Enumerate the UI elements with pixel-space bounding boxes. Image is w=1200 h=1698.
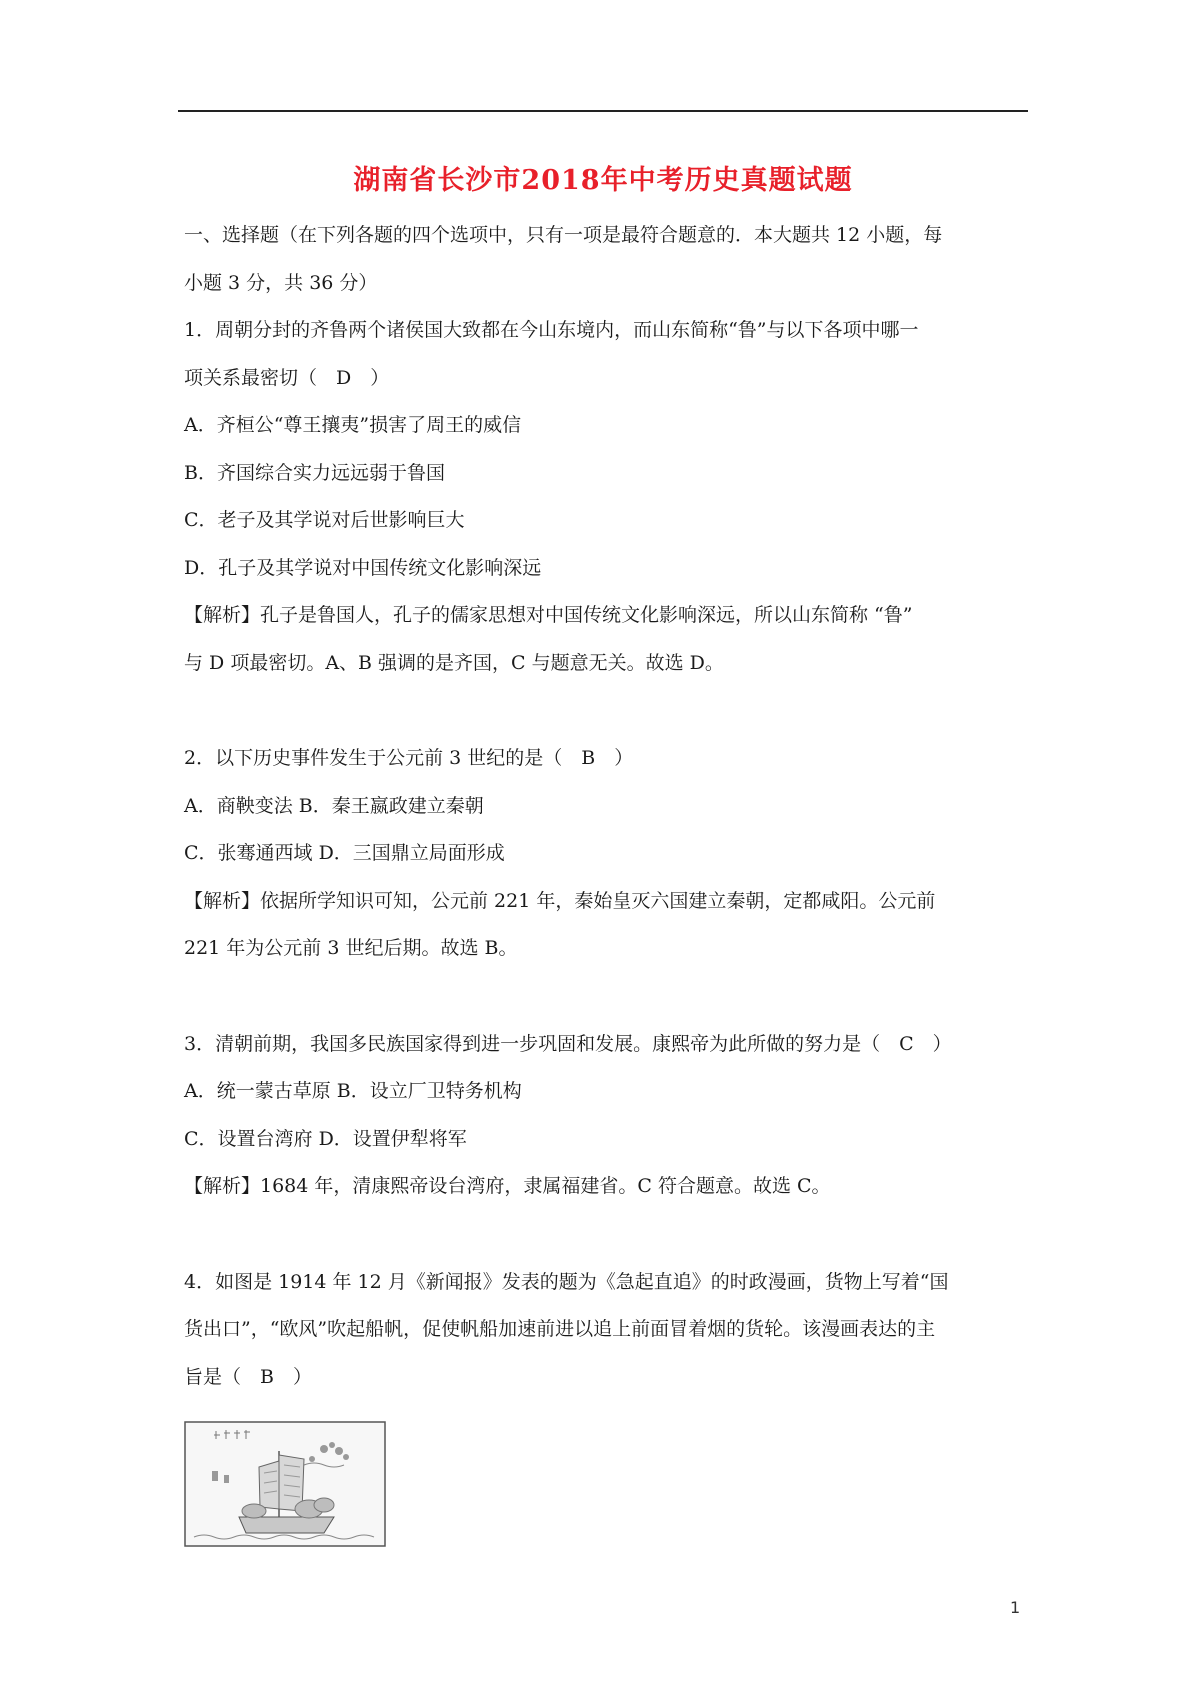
analysis: 【解析】1684 年，清康熙帝设台湾府，隶属福建省。C 符合题意。故选 C。: [184, 1175, 831, 1197]
option-b: B．齐国综合实力远远弱于鲁国: [184, 461, 445, 484]
option-line: A．商鞅变法 B．秦王嬴政建立秦朝: [184, 794, 484, 817]
option-line: C．设置台湾府 D．设置伊犁将军: [184, 1127, 467, 1150]
analysis: 【解析】依据所学知识可知，公元前 221 年，秦始皇灭六国建立秦朝，定都咸阳。公元前: [184, 889, 936, 912]
document-body: [184, 212, 1028, 1547]
spacer: [184, 973, 1028, 1021]
question-stem: 项关系最密切（ D ）: [184, 366, 390, 389]
question-stem: 4．如图是 1914 年 12 月《新闻报》发表的题为《急起直追》的时政漫画，货物上写着“国: [184, 1270, 949, 1293]
header-rule: [178, 110, 1028, 112]
option-line: A．统一蒙古草原 B．设立厂卫特务机构: [184, 1080, 522, 1102]
analysis: 221 年为公元前 3 世纪后期。故选 B。: [184, 937, 518, 959]
analysis: 与 D 项最密切。A、B 强调的是齐国，C 与题意无关。故选 D。: [184, 651, 724, 674]
question-stem: 货出口”，“欧风”吹起船帆，促使帆船加速前进以追上前面冒着烟的货轮。该漫画表达的主: [184, 1318, 936, 1340]
question-stem: 1．周朝分封的齐鲁两个诸侯国大致都在今山东境内，而山东简称“鲁”与以下各项中哪一: [184, 319, 919, 341]
question-stem: 2．以下历史事件发生于公元前 3 世纪的是（ B ）: [184, 747, 634, 769]
cartoon-image: [184, 1421, 386, 1547]
option-line: C．张骞通西域 D．三国鼎立局面形成: [184, 842, 505, 864]
question-stem: 旨是（ B ）: [184, 1365, 312, 1388]
question-1: [184, 307, 1028, 687]
spacer: [184, 687, 1028, 735]
page-title: 湖南省长沙市2018年中考历史真题试题: [353, 165, 853, 196]
page-number: 1: [1010, 1598, 1021, 1617]
question-stem: 3．清朝前期，我国多民族国家得到进一步巩固和发展。康熙帝为此所做的努力是（ C ）: [184, 1032, 952, 1055]
question-2: [184, 735, 1028, 973]
option-a: A．齐桓公“尊王攘夷”损害了周王的威信: [184, 414, 522, 436]
analysis: 【解析】孔子是鲁国人，孔子的儒家思想对中国传统文化影响深远，所以山东简称 “鲁”: [184, 604, 913, 626]
option-c: C．老子及其学说对后世影响巨大: [184, 509, 465, 531]
option-d: D．孔子及其学说对中国传统文化影响深远: [184, 556, 542, 579]
question-4: [184, 1259, 1028, 1548]
spacer: [184, 1211, 1028, 1259]
section-heading-line: 小题 3 分，共 36 分）: [184, 271, 378, 294]
question-3: [184, 1021, 1028, 1211]
section-heading-line: 一、选择题（在下列各题的四个选项中，只有一项是最符合题意的．本大题共 12 小题，每: [184, 224, 943, 246]
